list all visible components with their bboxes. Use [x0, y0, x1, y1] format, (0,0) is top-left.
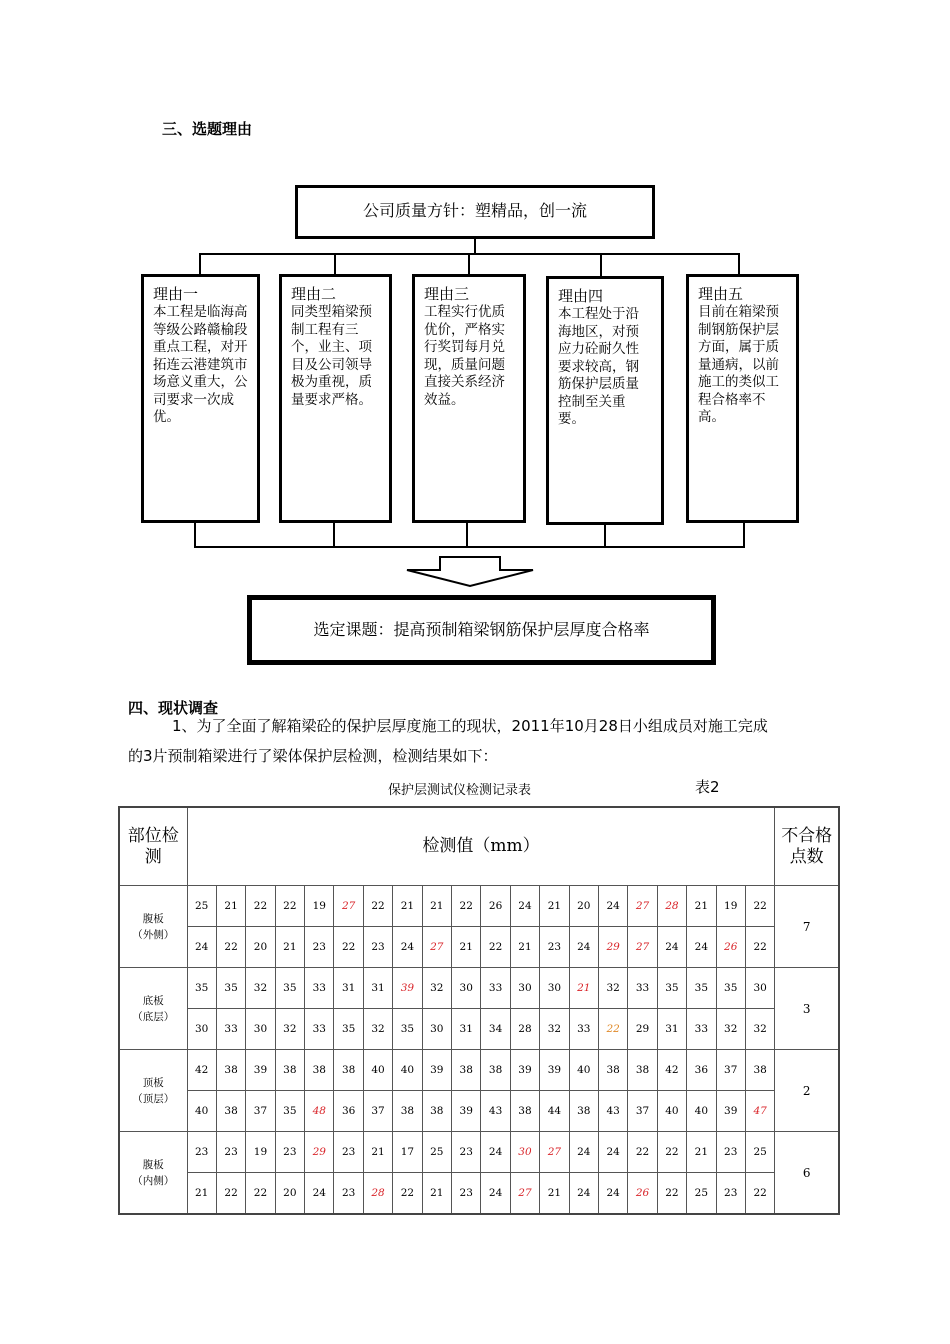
table-row	[119, 1009, 839, 1050]
value-cell: 33	[305, 968, 334, 1009]
connector	[474, 239, 476, 254]
part-label	[119, 1050, 187, 1132]
value-cell: 32	[716, 1009, 745, 1050]
value-cell: 24	[569, 927, 598, 968]
value-cell: 38	[598, 1050, 627, 1091]
value-cell: 30	[540, 968, 569, 1009]
value-cell: 38	[334, 1050, 363, 1091]
value-cell: 35	[334, 1009, 363, 1050]
value-cell: 31	[363, 968, 392, 1009]
value-cell: 21	[187, 1173, 216, 1215]
value-cell: 23	[216, 1132, 245, 1173]
value-cell: 37	[363, 1091, 392, 1132]
value-cell: 27	[540, 1132, 569, 1173]
value-cell: 39	[510, 1050, 539, 1091]
value-cell: 24	[569, 1173, 598, 1215]
value-cell: 29	[598, 927, 627, 968]
table-header-row	[119, 807, 839, 886]
value-cell: 21	[393, 886, 422, 927]
value-cell: 32	[246, 968, 275, 1009]
value-cell: 23	[187, 1132, 216, 1173]
value-cell: 22	[452, 886, 481, 927]
value-cell: 28	[657, 886, 686, 927]
value-cell: 30	[187, 1009, 216, 1050]
header-fail-count: 不合格点数	[775, 807, 839, 886]
table-row	[119, 927, 839, 968]
value-cell: 28	[510, 1009, 539, 1050]
value-cell: 28	[363, 1173, 392, 1215]
value-cell: 32	[598, 968, 627, 1009]
value-cell: 24	[481, 1173, 510, 1215]
part-name: 腹板	[142, 912, 164, 925]
value-cell: 39	[716, 1091, 745, 1132]
part-name: 顶板	[142, 1076, 164, 1089]
reason-box-1	[141, 274, 260, 523]
down-arrow-icon	[405, 556, 535, 588]
reason-title: 理由二	[291, 285, 337, 303]
value-cell: 38	[422, 1091, 451, 1132]
value-cell: 21	[510, 927, 539, 968]
value-cell: 40	[363, 1050, 392, 1091]
table-row	[119, 1173, 839, 1215]
value-cell: 27	[510, 1173, 539, 1215]
table-number: 表2	[695, 778, 720, 796]
value-cell: 22	[657, 1132, 686, 1173]
value-cell: 38	[305, 1050, 334, 1091]
value-cell: 24	[598, 1173, 627, 1215]
value-cell: 22	[481, 927, 510, 968]
value-cell: 42	[657, 1050, 686, 1091]
value-cell: 38	[569, 1091, 598, 1132]
connector	[743, 523, 745, 547]
value-cell: 23	[334, 1132, 363, 1173]
table-row	[119, 968, 839, 1009]
value-cell: 22	[657, 1173, 686, 1215]
value-cell: 22	[334, 927, 363, 968]
value-cell: 24	[687, 927, 716, 968]
reason-text: 同类型箱梁预制工程有三个，业主、项目及公司领导极为重视，质量要求严格。	[291, 304, 372, 408]
value-cell: 44	[540, 1091, 569, 1132]
reason-text: 本工程处于沿海地区，对预应力砼耐久性要求较高，钢筋保护层质量控制至关重要。	[558, 306, 639, 427]
value-cell: 20	[569, 886, 598, 927]
value-cell: 19	[305, 886, 334, 927]
value-cell: 38	[275, 1050, 304, 1091]
value-cell: 31	[657, 1009, 686, 1050]
value-cell: 37	[716, 1050, 745, 1091]
value-cell: 23	[452, 1173, 481, 1215]
value-cell: 22	[216, 1173, 245, 1215]
value-cell: 33	[569, 1009, 598, 1050]
value-cell: 31	[334, 968, 363, 1009]
value-cell: 21	[452, 927, 481, 968]
table-row	[119, 1050, 839, 1091]
value-cell: 30	[510, 968, 539, 1009]
reason-box-2	[279, 274, 392, 523]
value-cell: 40	[187, 1091, 216, 1132]
reason-title: 理由四	[558, 287, 604, 305]
topic-text: 选定课题：提高预制箱梁钢筋保护层厚度合格率	[313, 620, 650, 639]
value-cell: 32	[540, 1009, 569, 1050]
value-cell: 24	[598, 1132, 627, 1173]
reason-title: 理由五	[698, 285, 744, 303]
value-cell: 39	[393, 968, 422, 1009]
value-cell: 38	[216, 1050, 245, 1091]
value-cell: 20	[275, 1173, 304, 1215]
paragraph-line-1: 1、为了全面了解箱梁砼的保护层厚度施工的现状，2011年10月28日小组成员对施工完成	[172, 717, 768, 735]
value-cell: 38	[452, 1050, 481, 1091]
connector	[194, 546, 745, 548]
value-cell: 25	[187, 886, 216, 927]
value-cell: 21	[540, 886, 569, 927]
value-cell: 35	[275, 1091, 304, 1132]
value-cell: 40	[393, 1050, 422, 1091]
value-cell: 24	[510, 886, 539, 927]
value-cell: 23	[716, 1132, 745, 1173]
value-cell: 21	[363, 1132, 392, 1173]
value-cell: 23	[540, 927, 569, 968]
part-sub: （外侧）	[132, 928, 175, 941]
value-cell: 22	[598, 1009, 627, 1050]
value-cell: 35	[393, 1009, 422, 1050]
part-sub: （底层）	[132, 1010, 175, 1023]
value-cell: 21	[569, 968, 598, 1009]
value-cell: 19	[716, 886, 745, 927]
value-cell: 39	[540, 1050, 569, 1091]
value-cell: 22	[745, 886, 775, 927]
value-cell: 43	[598, 1091, 627, 1132]
reason-text: 目前在箱梁预制钢筋保护层方面，属于质量通病，以前施工的类似工程合格率不高。	[698, 304, 779, 425]
value-cell: 22	[393, 1173, 422, 1215]
connector	[604, 525, 606, 547]
table-row	[119, 886, 839, 927]
value-cell: 40	[687, 1091, 716, 1132]
value-cell: 24	[187, 927, 216, 968]
part-label	[119, 968, 187, 1050]
value-cell: 22	[745, 927, 775, 968]
value-cell: 35	[716, 968, 745, 1009]
value-cell: 22	[246, 886, 275, 927]
reason-text: 工程实行优质优价，严格实行奖罚每月兑现，质量问题直接关系经济效益。	[424, 304, 505, 408]
policy-box	[295, 185, 655, 239]
value-cell: 38	[628, 1050, 657, 1091]
value-cell: 30	[246, 1009, 275, 1050]
value-cell: 38	[216, 1091, 245, 1132]
value-cell: 43	[481, 1091, 510, 1132]
value-cell: 38	[393, 1091, 422, 1132]
reason-box-3	[412, 274, 526, 523]
value-cell: 23	[452, 1132, 481, 1173]
value-cell: 35	[687, 968, 716, 1009]
value-cell: 24	[569, 1132, 598, 1173]
value-cell: 34	[481, 1009, 510, 1050]
value-cell: 20	[246, 927, 275, 968]
value-cell: 33	[216, 1009, 245, 1050]
topic-box	[247, 595, 716, 665]
reason-title: 理由三	[424, 285, 470, 303]
value-cell: 21	[540, 1173, 569, 1215]
part-label	[119, 886, 187, 968]
value-cell: 24	[305, 1173, 334, 1215]
table-title: 保护层测试仪检测记录表	[388, 783, 532, 798]
value-cell: 38	[510, 1091, 539, 1132]
value-cell: 19	[246, 1132, 275, 1173]
value-cell: 23	[334, 1173, 363, 1215]
part-name: 底板	[142, 994, 164, 1007]
value-cell: 17	[393, 1132, 422, 1173]
header-part: 部位检测	[119, 807, 187, 886]
section4-title: 四、现状调查	[128, 699, 219, 717]
fail-count: 2	[775, 1050, 839, 1132]
value-cell: 27	[628, 886, 657, 927]
value-cell: 25	[745, 1132, 775, 1173]
value-cell: 22	[275, 886, 304, 927]
value-cell: 26	[481, 886, 510, 927]
connector	[466, 523, 468, 547]
value-cell: 27	[334, 886, 363, 927]
value-cell: 35	[275, 968, 304, 1009]
value-cell: 21	[687, 886, 716, 927]
value-cell: 33	[481, 968, 510, 1009]
value-cell: 22	[628, 1132, 657, 1173]
header-values: 检测值（mm）	[187, 807, 775, 886]
part-label	[119, 1132, 187, 1215]
part-name: 腹板	[142, 1158, 164, 1171]
value-cell: 38	[481, 1050, 510, 1091]
value-cell: 35	[657, 968, 686, 1009]
value-cell: 21	[687, 1132, 716, 1173]
value-cell: 30	[510, 1132, 539, 1173]
value-cell: 32	[275, 1009, 304, 1050]
paragraph-line-2: 的3片预制箱梁进行了梁体保护层检测，检测结果如下：	[128, 747, 498, 765]
reason-box-5	[686, 274, 799, 523]
value-cell: 36	[687, 1050, 716, 1091]
table-row	[119, 1091, 839, 1132]
value-cell: 26	[716, 927, 745, 968]
policy-text: 公司质量方针：塑精品，创一流	[362, 201, 587, 220]
connector	[333, 523, 335, 547]
value-cell: 21	[422, 886, 451, 927]
part-sub: （内侧）	[132, 1174, 175, 1187]
value-cell: 22	[216, 927, 245, 968]
value-cell: 21	[422, 1173, 451, 1215]
record-table	[118, 806, 840, 1215]
value-cell: 24	[481, 1132, 510, 1173]
value-cell: 31	[452, 1009, 481, 1050]
fail-count: 3	[775, 968, 839, 1050]
fail-count: 6	[775, 1132, 839, 1215]
value-cell: 27	[422, 927, 451, 968]
value-cell: 24	[598, 886, 627, 927]
value-cell: 26	[628, 1173, 657, 1215]
value-cell: 47	[745, 1091, 775, 1132]
value-cell: 24	[393, 927, 422, 968]
value-cell: 33	[628, 968, 657, 1009]
value-cell: 30	[745, 968, 775, 1009]
value-cell: 22	[246, 1173, 275, 1215]
value-cell: 38	[745, 1050, 775, 1091]
value-cell: 37	[628, 1091, 657, 1132]
connector	[194, 523, 196, 547]
value-cell: 32	[422, 968, 451, 1009]
reason-title: 理由一	[153, 285, 199, 303]
value-cell: 39	[246, 1050, 275, 1091]
connector	[600, 253, 602, 277]
value-cell: 35	[187, 968, 216, 1009]
value-cell: 22	[745, 1173, 775, 1215]
value-cell: 21	[216, 886, 245, 927]
value-cell: 48	[305, 1091, 334, 1132]
value-cell: 39	[452, 1091, 481, 1132]
reason-box-4	[546, 276, 664, 525]
value-cell: 23	[305, 927, 334, 968]
value-cell: 25	[687, 1173, 716, 1215]
value-cell: 42	[187, 1050, 216, 1091]
value-cell: 23	[363, 927, 392, 968]
fail-count: 7	[775, 886, 839, 968]
reason-text: 本工程是临海高等级公路赣榆段重点工程，对开拓连云港建筑市场意义重大，公司要求一次成优。	[153, 304, 248, 425]
value-cell: 24	[657, 927, 686, 968]
value-cell: 23	[275, 1132, 304, 1173]
value-cell: 36	[334, 1091, 363, 1132]
value-cell: 21	[275, 927, 304, 968]
value-cell: 40	[657, 1091, 686, 1132]
value-cell: 30	[452, 968, 481, 1009]
value-cell: 37	[246, 1091, 275, 1132]
value-cell: 30	[422, 1009, 451, 1050]
value-cell: 23	[716, 1173, 745, 1215]
value-cell: 27	[628, 927, 657, 968]
table-row	[119, 1132, 839, 1173]
value-cell: 35	[216, 968, 245, 1009]
value-cell: 32	[363, 1009, 392, 1050]
value-cell: 22	[363, 886, 392, 927]
part-sub: （顶层）	[132, 1092, 175, 1105]
value-cell: 29	[628, 1009, 657, 1050]
section3-title: 三、选题理由	[162, 120, 253, 138]
value-cell: 33	[305, 1009, 334, 1050]
value-cell: 40	[569, 1050, 598, 1091]
value-cell: 33	[687, 1009, 716, 1050]
value-cell: 29	[305, 1132, 334, 1173]
value-cell: 39	[422, 1050, 451, 1091]
value-cell: 25	[422, 1132, 451, 1173]
value-cell: 32	[745, 1009, 775, 1050]
